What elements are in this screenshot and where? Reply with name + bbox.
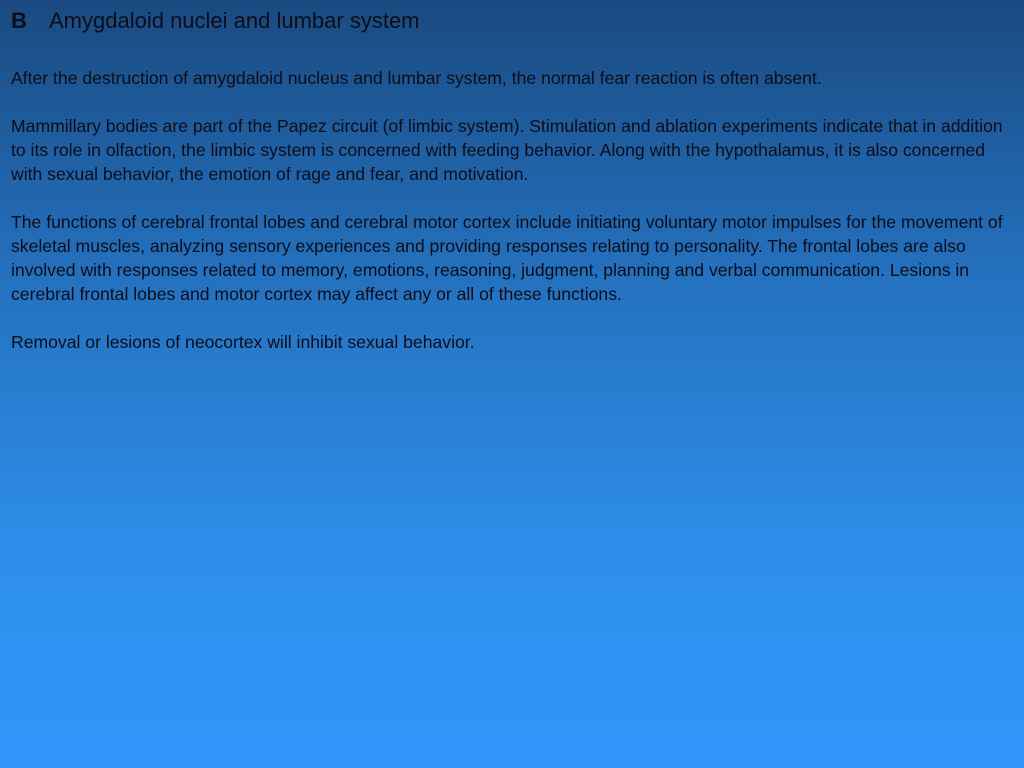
paragraph-frontal-lobes: The functions of cerebral frontal lobes and cerebral motor cortex include initiating voluntary motor impulses for the movement of skeletal muscles, analyzing sensory experiences and providing responses relating to personality. The frontal lobes are also involved with responses related to memory, emotions, reasoning, judgment, planning and verbal communication. Lesions in cerebral frontal lobes and motor cortex may affect any or all of these functions. (11, 212, 1003, 304)
slide-heading (11, 6, 1014, 38)
heading-option-letter: B (11, 8, 27, 33)
paragraph-fear-reaction: After the destruction of amygdaloid nucleus and lumbar system, the normal fear reaction is often absent. (11, 68, 822, 88)
paragraph-mammillary-bodies: Mammillary bodies are part of the Papez circuit (of limbic system). Stimulation and ablation experiments indicate that in addition to its role in olfaction, the limbic system is concerned with feeding behavior. Along with the hypothalamus, it is also concerned with sexual behavior, the emotion of rage and fear, and motivation. (11, 116, 1003, 184)
heading-title: Amygdaloid nuclei and lumbar system (49, 8, 420, 33)
paragraph-neocortex: Removal or lesions of neocortex will inhibit sexual behavior. (11, 332, 475, 352)
